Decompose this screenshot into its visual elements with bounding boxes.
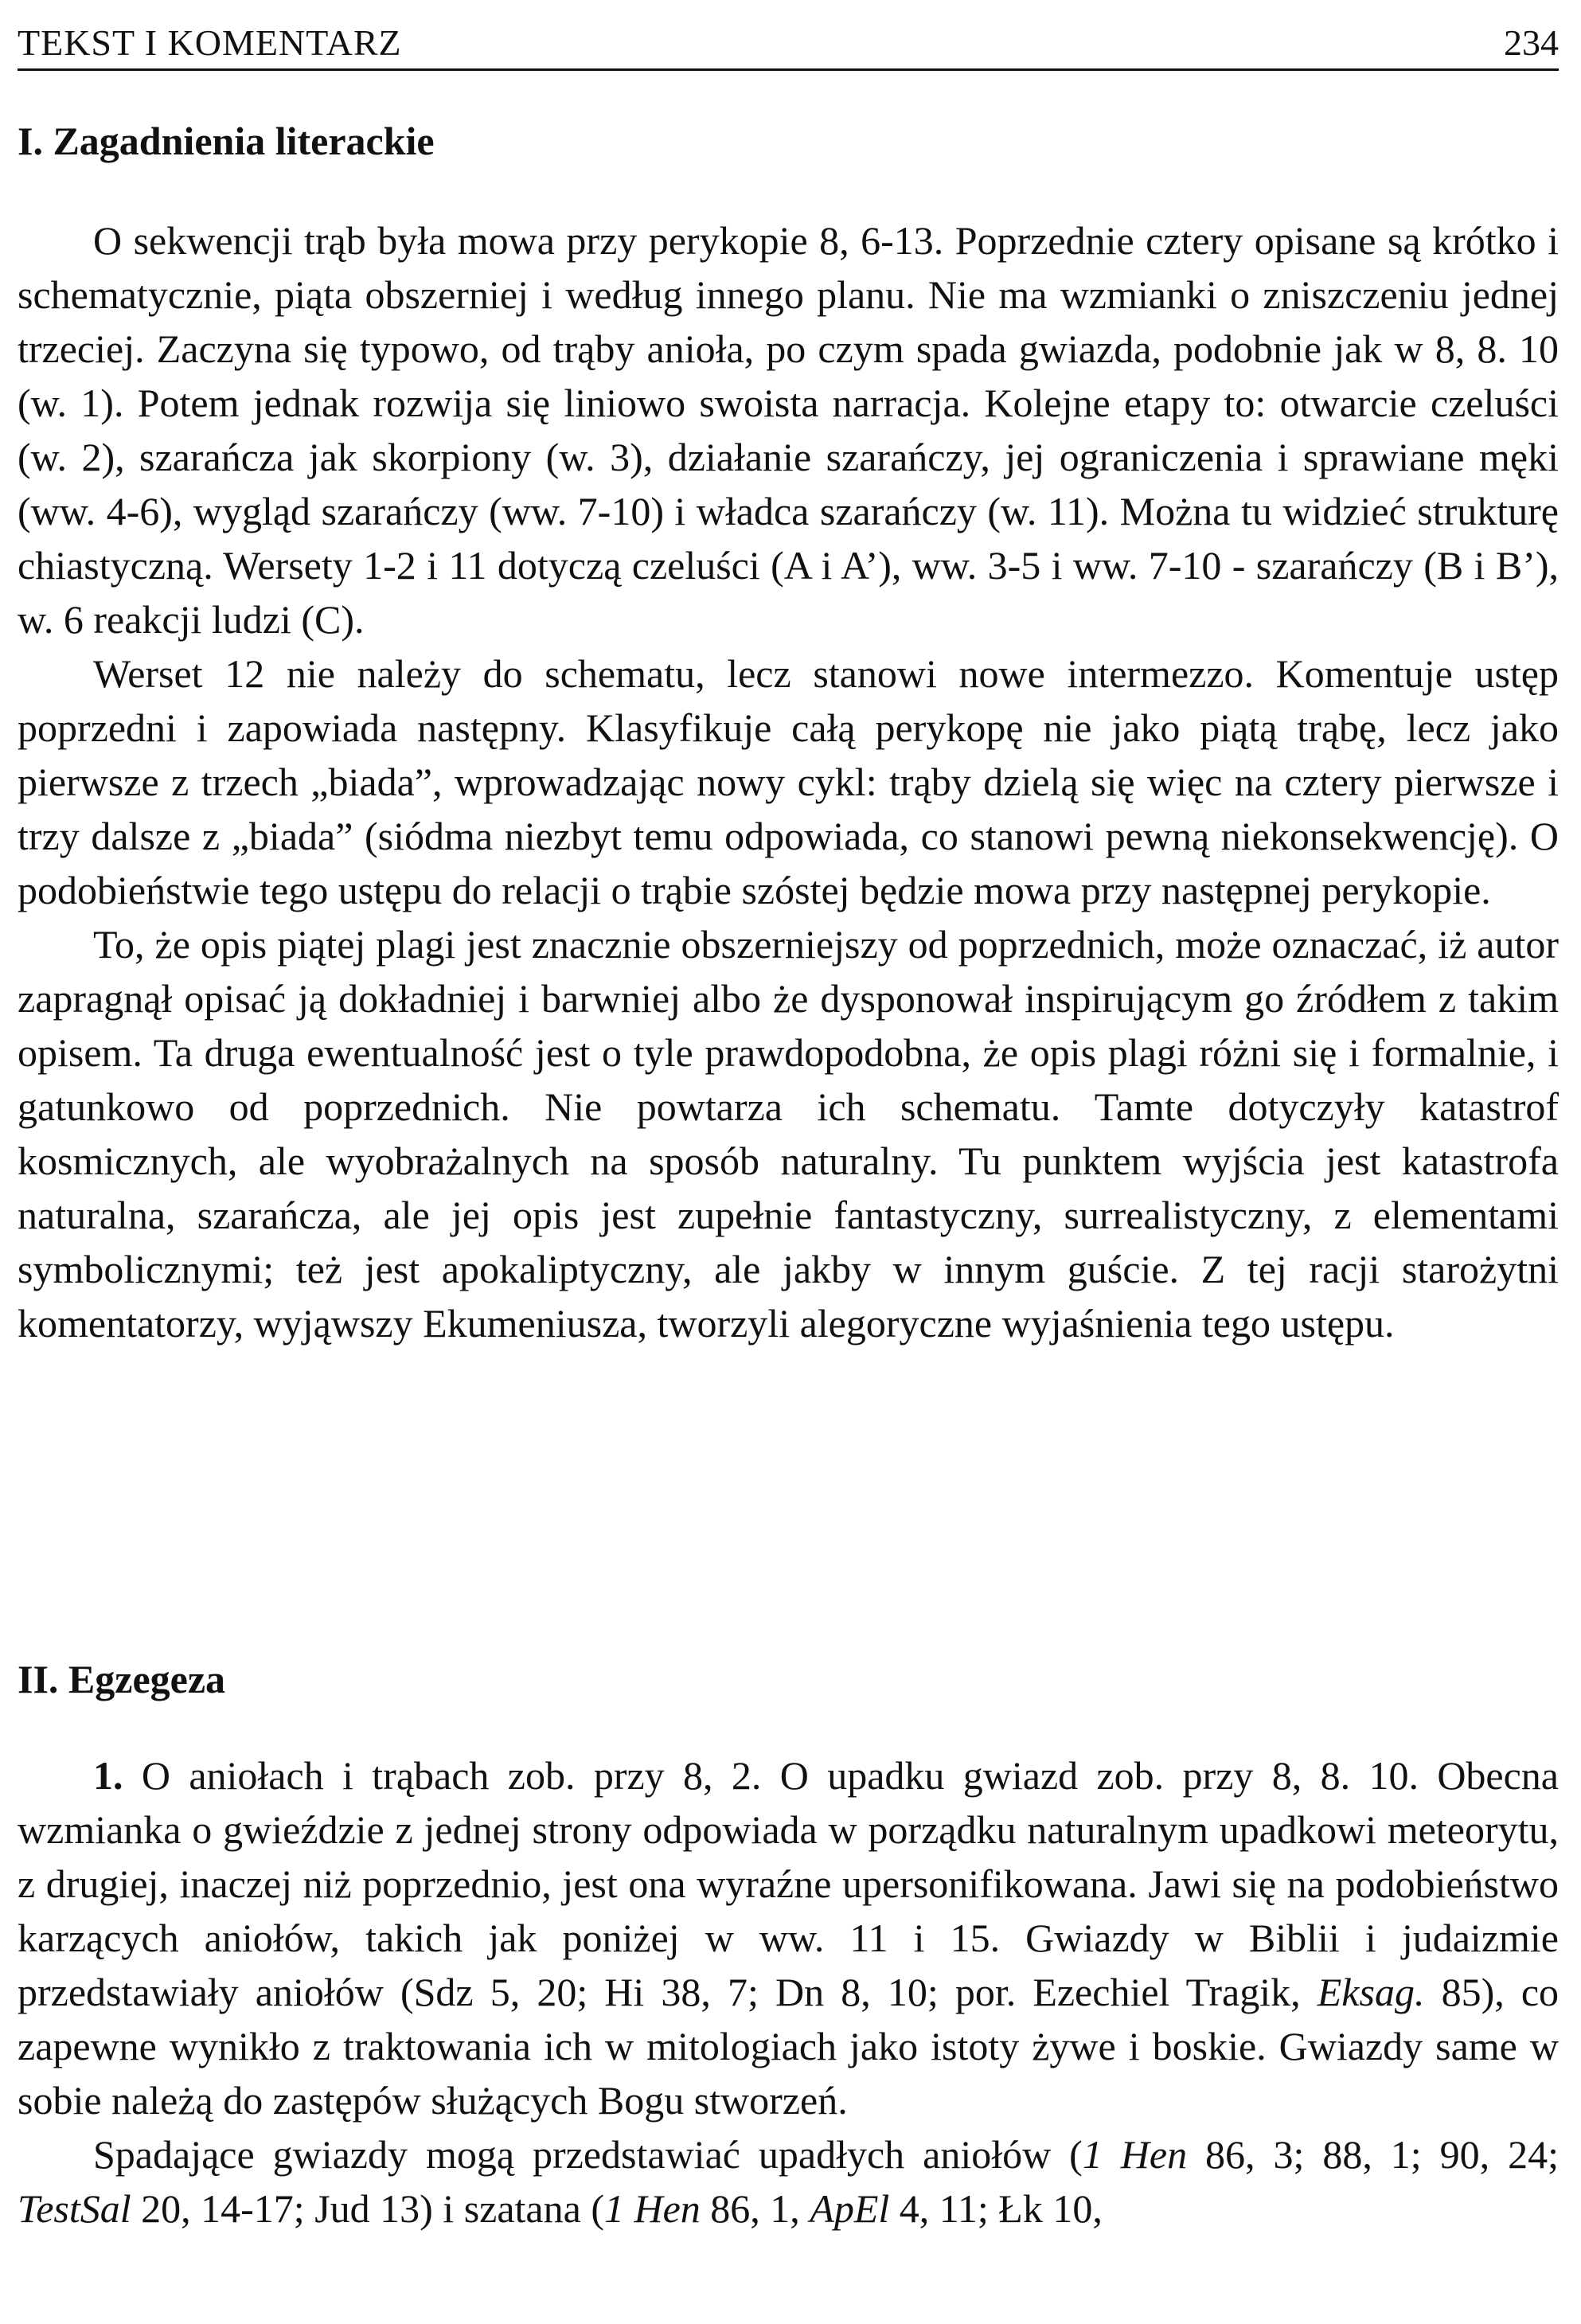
text-run: 4, 11; Łk 10, xyxy=(899,2186,1103,2231)
italic-citation: TestSal xyxy=(18,2186,131,2231)
paragraph: To, że opis piątej plagi jest znacznie obszerniejszy od poprzednich, może oznaczać, iż autor zapragnął opisać ją dokładniej i barwniej albo że dysponował inspirującym go źródłem z takim opisem. Ta druga ewentualność jest o tyle prawdopodobna, że opis plagi różni się i formalnie, i gatunkowo od poprzednich. Nie powtarza ich schematu. Tamte dotyczyły katastrof kosmicznych, ale wyobrażalnych na sposób naturalny. Tu punktem wyjścia jest katastrofa naturalna, szarańcza, ale jej opis jest zupełnie fantastyczny, surrealistyczny, z elementami symbolicznymi; też jest apokaliptyczny, ale jakby w innym guście. Z tej racji starożytni komentatorzy, wyjąwszy Ekumeniusza, tworzyli alegoryczne wyjaśnienia tego ustępu. xyxy=(18,922,1559,1346)
text-run: O aniołach i trąbach zob. przy 8, 2. O upadku gwiazd zob. przy 8, 8. 10. Obecna wzmianka o gwieździe z jednej strony odpowiada w porządku naturalnym upadkowi meteorytu, z drugiej, inaczej niż poprzednio, jest ona wyraźne upersonifikowana. Jawi się na podobieństwo karzących aniołów, takich jak poniżej w ww. 11 i 15. Gwiazdy w Biblii i judaizmie przedstawiały aniołów (Sdz 5, 20; Hi 38, 7; Dn 8, 10; por. Ezechiel Tragik, xyxy=(18,1753,1560,2014)
italic-citation: 1 Hen xyxy=(1082,2132,1188,2177)
paragraph: O sekwencji trąb była mowa przy perykopie 8, 6-13. Poprzednie cztery opisane są krótko i schematycznie, piąta obszerniej i według innego planu. Nie ma wzmianki o zniszczeniu jednej trzeciej. Zaczyna się typowo, od trąby anioła, po czym spada gwiazda, podobnie jak w 8, 8. 10 (w. 1). Potem jednak rozwija się liniowo swoista narracja. Kolejne etapy to: otwarcie czeluści (w. 2), szarańcza jak skorpiony (w. 3), działanie szarańczy, jej ograniczenia i sprawiane męki (ww. 4-6), wygląd szarańczy (ww. 7-10) i władca szarańczy (w. 11). Można tu widzieć strukturę chiastyczną. Wersety 1-2 i 11 dotyczą czeluści (A i A’), ww. 3-5 i ww. 7-10 - szarańczy (B i B’), w. 6 reakcji ludzi (C). xyxy=(18,218,1559,642)
running-title: TEKST I KOMENTARZ xyxy=(18,22,402,63)
text-run: 20, 14-17; Jud 13) i szatana ( xyxy=(141,2186,604,2231)
page-number: 234 xyxy=(1504,22,1559,63)
paragraph xyxy=(18,1748,1559,2127)
text-run: 85), co zapewne wynikło z traktowania ich w mitologiach jako istoty żywe i boskie. Gwiazdy same w sobie należą do zastępów służących Bogu stworzeń. xyxy=(18,1970,1560,2123)
page-header xyxy=(18,18,1559,71)
paragraph xyxy=(18,2127,1559,2236)
section-body-exegesis xyxy=(18,1748,1559,2236)
paragraph: Werset 12 nie należy do schematu, lecz stanowi nowe intermezzo. Komentuje ustęp poprzedni i zapowiada następny. Klasyfikuje całą perykopę nie jako piątą trąbę, lecz jako pierwsze z trzech „biada”, wprowadzając nowy cykl: trąby dzielą się więc na cztery pierwsze i trzy dalsze z „biada” (siódma niezbyt temu odpowiada, co stanowi pewną niekonsekwencję). O podobieństwie tego ustępu do relacji o trąbie szóstej będzie mowa przy następnej perykopie. xyxy=(18,651,1559,912)
verse-number: 1. xyxy=(93,1753,123,1798)
section-heading-exegesis: II. Egzegeza xyxy=(18,1657,226,1701)
section-body-literary xyxy=(18,213,1559,1350)
italic-citation: 1 Hen xyxy=(603,2186,701,2231)
italic-citation: Eksag. xyxy=(1317,1970,1425,2014)
text-run: Spadające gwiazdy mogą przedstawiać upadłych aniołów ( xyxy=(93,2132,1083,2177)
italic-citation: ApEl xyxy=(810,2186,890,2231)
text-run: 86, 1, xyxy=(710,2186,800,2231)
text-run: 86, 3; 88, 1; 90, 24; xyxy=(1205,2132,1559,2177)
section-heading-literary: I. Zagadnienia literackie xyxy=(18,119,435,163)
